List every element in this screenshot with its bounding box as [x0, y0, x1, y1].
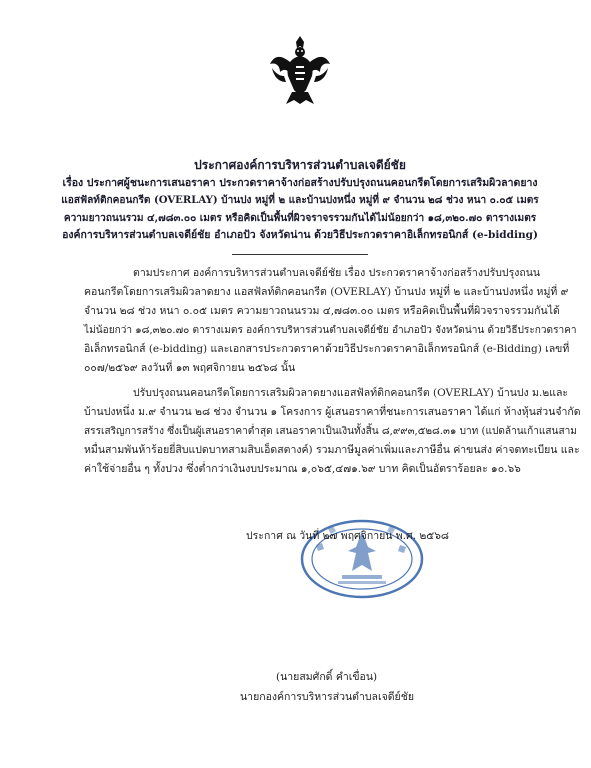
para1-line-4: ไม่น้อยกว่า ๑๘,๓๒๐.๗๐ ตารางเมตร องค์การบริหารส่วนตำบลเจดีย์ชัย อำเภอปัว จังหวัดน่าน ด้วยวิธีประกวดราคา: [84, 325, 577, 336]
para1-line-6: ๐๐๗/๒๕๖๙ ลงวันที่ ๑๓ พฤศจิกายน ๒๕๖๘ นั้น: [84, 362, 296, 374]
para1-line-2: คอนกรีตโดยการเสริมผิวลาดยาง แอสฟัลท์ติกคอนกรีต (OVERLAY) บ้านปง หมู่ที่ ๒ และบ้านปงหนึ่ง หมู่ที่ ๙: [84, 286, 569, 298]
announcement-date: ประกาศ ณ วันที่ ๒๗ พฤศจิกายน พ.ศ. ๒๕๖๘: [246, 530, 450, 542]
para1-line-1: ตามประกาศ องค์การบริหารส่วนตำบลเจดีย์ชัย เรื่อง ประกวดราคาจ้างก่อสร้างปรับปรุงถนน: [133, 267, 541, 279]
para1-line-5: อิเล็กทรอนิกส์ (e-bidding) และเอกสารประกวดราคาด้วยวิธีประกวดราคาอิเล็กทรอนิกส์ (e-Bidding) เลขที่: [84, 343, 570, 355]
para2-line-5: ค่าใช้จ่ายอื่น ๆ ทั้งปวง ซึ่งต่ำกว่าเงินงบประมาณ ๑,๐๖๕,๔๗๑.๖๙ บาท คิดเป็นอัตราร้อยละ ๑๐.๖๖: [84, 463, 521, 475]
para2-line-3: สรรเสริญการสร้าง ซึ่งเป็นผู้เสนอราคาต่ำสุด เสนอราคาเป็นเงินทั้งสิ้น ๘,๙๙๓,๕๒๘.๓๑ บาท (แปดล้านเก้าแสนสาม: [84, 426, 577, 437]
para2-line-4: หมื่นสามพันห้าร้อยยี่สิบแปดบาทสามสิบเอ็ดสตางค์) รวมภาษีมูลค่าเพิ่มและภาษีอื่น ค่าขนส่ง ค่าจดทะเบียน และ: [84, 444, 580, 456]
subject-line-1: เรื่อง ประกาศผู้ชนะการเสนอราคา ประกวดราคาจ้างก่อสร้างปรับปรุงถนนคอนกรีตโดยการเสริมผิวลาดยาง: [62, 177, 538, 189]
document-title: ประกาศองค์การบริหารส่วนตำบลเจดีย์ชัย: [194, 158, 406, 172]
para1-line-3: จำนวน ๒๘ ช่วง หนา ๐.๐๕ เมตร ความยาวถนนรวม ๔,๗๘๓.๐๐ เมตร หรือคิดเป็นพื้นที่ผิวจราจรรวมกันได้: [84, 305, 560, 317]
subject-line-2: แอสฟัลท์ติกคอนกรีต (OVERLAY) บ้านปง หมู่ที่ ๒ และบ้านปงหนึ่ง หมู่ที่ ๙ จำนวน ๒๘ ช่วง หนา ๐.๐๕ เมตร: [61, 195, 539, 206]
signer-position: นายกองค์การบริหารส่วนตำบลเจดีย์ชัย: [240, 691, 414, 703]
para2-line-1: ปรับปรุงถนนคอนกรีตโดยการเสริมผิวลาดยางแอสฟัลท์ติกคอนกรีต (OVERLAY) บ้านปง ม.๒และ: [133, 387, 569, 399]
garuda-emblem-icon: [268, 32, 332, 106]
signer-name: (นายสมศักดิ์ คำเขื่อน): [276, 671, 378, 683]
subject-line-4: องค์การบริหารส่วนตำบลเจดีย์ชัย อำเภอปัว จังหวัดน่าน ด้วยวิธีประกวดราคาอิเล็กทรอนิกส์ (e-bidding): [62, 229, 538, 241]
header-divider: [232, 254, 368, 255]
para2-line-2: บ้านปงหนึ่ง ม.๙ จำนวน ๒๘ ช่วง จำนวน ๑ โครงการ ผู้เสนอราคาที่ชนะการเสนอราคา ได้แก่ ห้างหุ้นส่วนจำกัด: [84, 406, 581, 418]
subject-line-3: ความยาวถนนรวม ๔,๗๘๓.๐๐ เมตร หรือคิดเป็นพื้นที่ผิวจราจรรวมกันได้ไม่น้อยกว่า ๑๘,๓๒๐.๗๐ ตารางเมตร: [63, 213, 537, 224]
